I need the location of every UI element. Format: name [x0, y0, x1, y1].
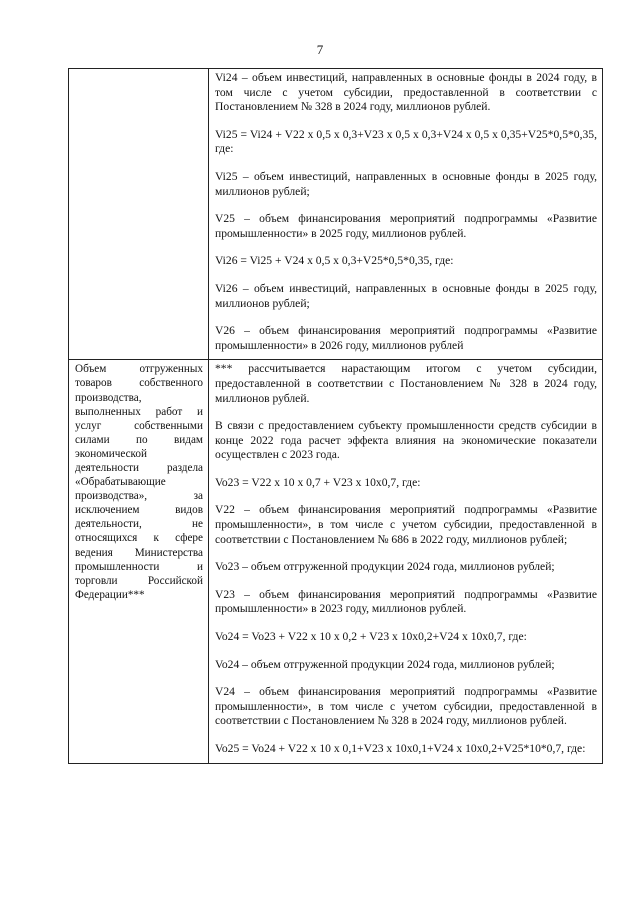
indicator-name: Объем отгруженных товаров собственного производства, выполненных работ и услуг собственными силами по видам экономической деятельности раздела «Обрабатывающие производства», за исключением видов деятельности, не относящихся к сфере ведения Министерства промышленности и торговли Российской Федерации*** — [75, 363, 203, 601]
table-row — [69, 360, 603, 763]
indicator-name-cell — [69, 360, 209, 763]
paragraph: V26 – объем финансирования мероприятий подпрограммы «Развитие промышленности» в 2026 году, миллионов рублей — [215, 324, 597, 352]
page-number: 7 — [316, 42, 324, 57]
indicator-table — [68, 68, 603, 764]
formula: Vi25 = Vi24 + V22 x 0,5 x 0,3+V23 x 0,5 x 0,3+V24 x 0,5 x 0,35+V25*0,5*0,35, где: — [215, 127, 597, 156]
paragraph: Vi26 – объем инвестиций, направленных в основные фонды в 2025 году, миллионов рублей; — [215, 281, 597, 310]
paragraph: *** рассчитывается нарастающим итогом с учетом субсидии, предоставленной в соответствии с Постановлением № 328 в 2024 году, миллионов рублей. — [215, 362, 597, 405]
paragraph: Vo23 – объем отгруженной продукции 2024 года, миллионов рублей; — [215, 560, 555, 574]
formula: Vi26 = Vi25 + V24 x 0,5 x 0,3+V25*0,5*0,35, где: — [215, 254, 454, 268]
paragraph: V23 – объем финансирования мероприятий подпрограммы «Развитие промышленности» в 2023 году, миллионов рублей. — [215, 587, 597, 616]
formula: Vo24 = Vo23 + V22 x 10 x 0,2 + V23 x 10x0,2+V24 x 10x0,7, где: — [215, 630, 527, 644]
paragraph: V25 – объем финансирования мероприятий подпрограммы «Развитие промышленности» в 2025 году, миллионов рублей. — [215, 212, 597, 240]
indicator-name-cell — [69, 69, 209, 360]
formula: Vo25 = Vo24 + V22 x 10 x 0,1+V23 x 10x0,1+V24 x 10x0,2+V25*10*0,7, где: — [215, 742, 586, 755]
formula: Vo23 = V22 x 10 x 0,7 + V23 x 10x0,7, где: — [215, 475, 421, 489]
paragraph: V24 – объем финансирования мероприятий подпрограммы «Развитие промышленности», в том числе с учетом субсидии, предоставленной в соответствии с Постановлением № 328 в 2024 году, миллионов рублей. — [215, 685, 597, 728]
paragraph: Vo24 – объем отгруженной продукции 2024 года, миллионов рублей; — [215, 657, 555, 671]
paragraph: Vi25 – объем инвестиций, направленных в основные фонды в 2025 году, миллионов рублей; — [215, 169, 597, 198]
calculation-method-cell — [209, 360, 603, 763]
paragraph: Vi24 – объем инвестиций, направленных в основные фонды в 2024 году, в том числе с учетом субсидии, предоставленной в соответствии с Постановлением № 328 в 2024 году, миллионов рублей. — [215, 71, 597, 114]
paragraph: V22 – объем финансирования мероприятий подпрограммы «Развитие промышленности», в том числе с учетом субсидии, предоставленной в соответствии с Постановлением № 686 в 2022 году, миллионов рублей; — [215, 503, 597, 546]
table-row — [69, 69, 603, 360]
calculation-method-cell — [209, 69, 603, 360]
paragraph: В связи с предоставлением субъекту промышленности средств субсидии в конце 2022 года расчет эффекта влияния на экономические показатели осуществлен с 2023 года. — [215, 419, 597, 462]
